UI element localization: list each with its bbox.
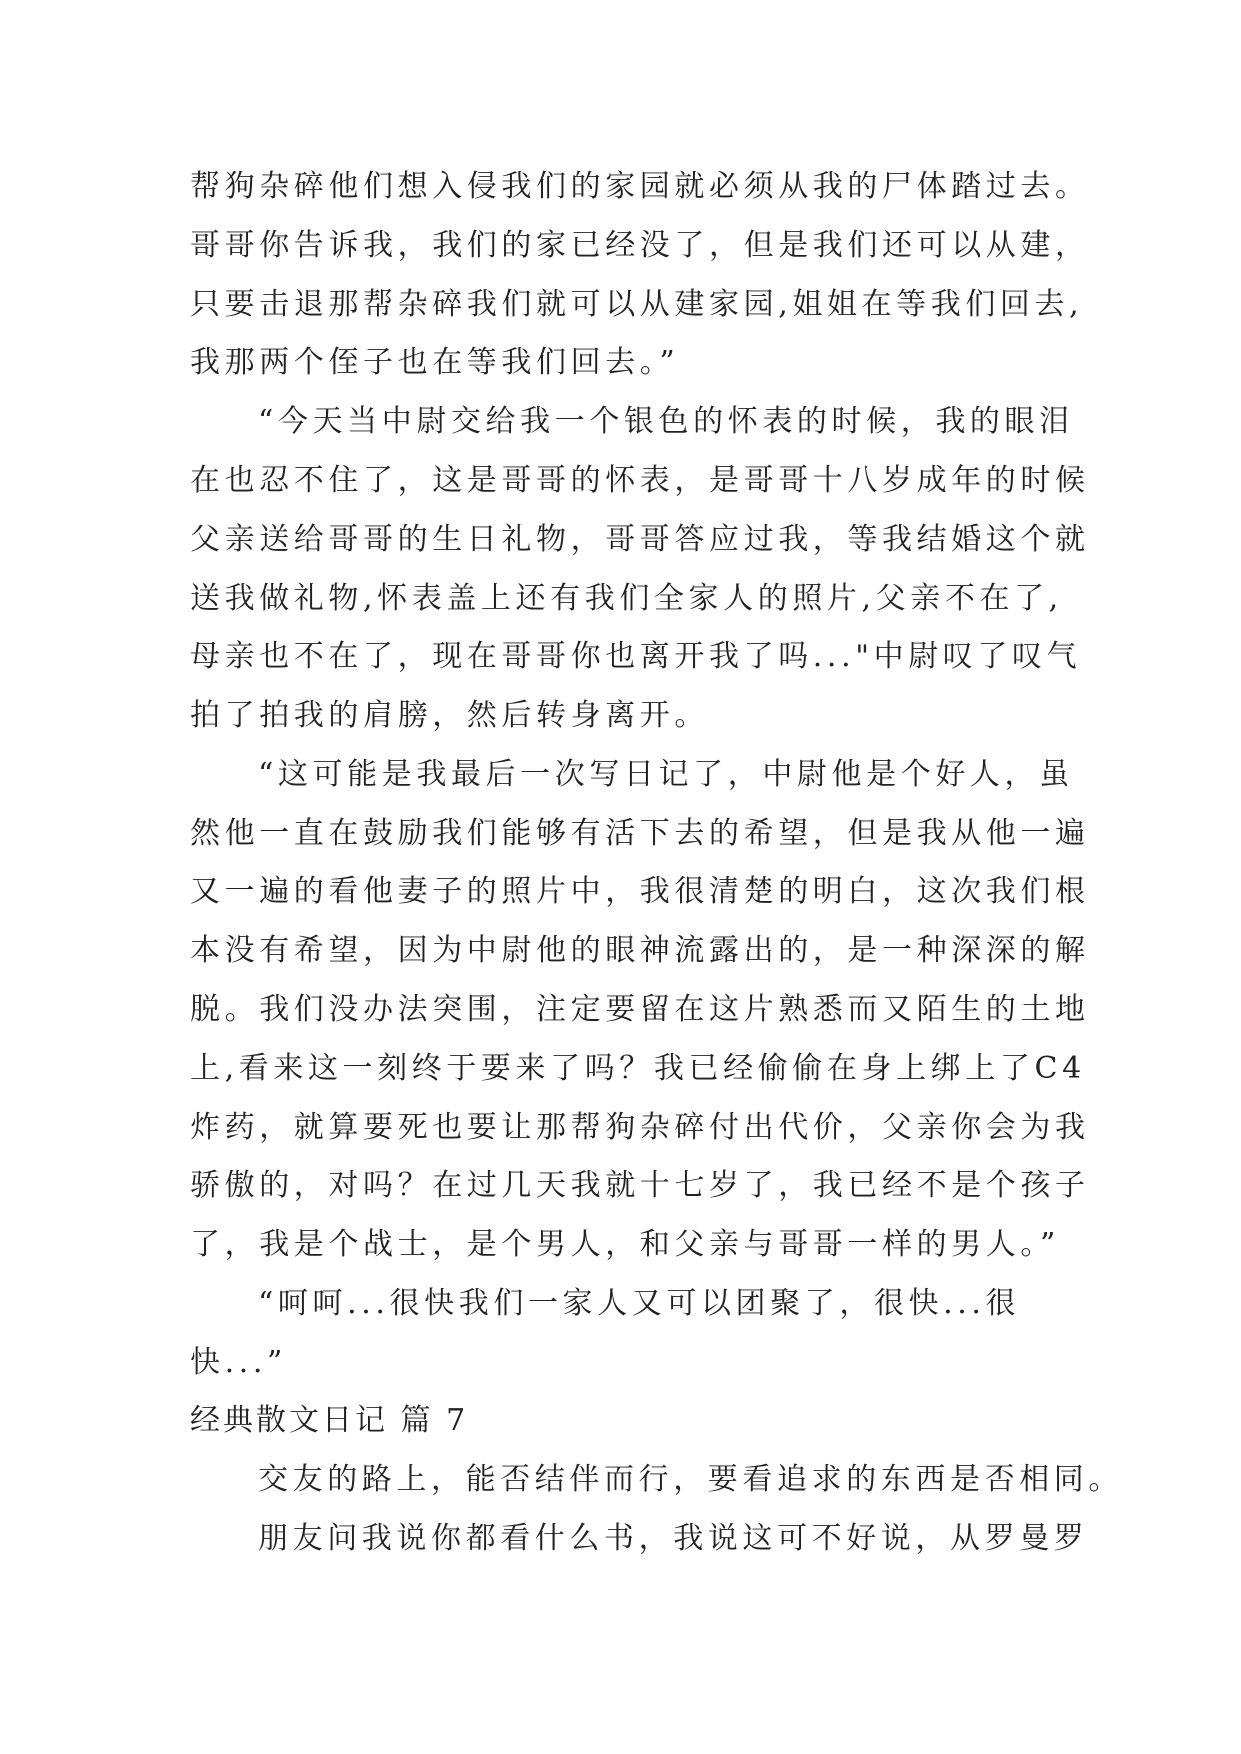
text-line: 又一遍的看他妻子的照片中，我很清楚的明白，这次我们根 — [190, 874, 1090, 909]
text-line: 本没有希望，因为中尉他的眼神流露出的，是一种深深的解 — [190, 933, 1090, 968]
text-line: 我那两个侄子也在等我们回去。” — [190, 345, 680, 380]
text-line: 在也忍不住了，这是哥哥的怀表，是哥哥十八岁成年的时候 — [190, 463, 1090, 498]
text-line: 父亲送给哥哥的生日礼物，哥哥答应过我，等我结婚这个就 — [190, 522, 1090, 557]
text-line: 拍了拍我的肩膀，然后转身离开。 — [190, 698, 709, 733]
text-line: 脱。我们没办法突围，注定要留在这片熟悉而又陌生的土地 — [190, 992, 1090, 1027]
text-line: 只要击退那帮杂碎我们就可以从建家园,姐姐在等我们回去, — [190, 287, 1084, 322]
text-line: 然他一直在鼓励我们能够有活下去的希望，但是我从他一遍 — [190, 816, 1090, 851]
text-line: 快...” — [190, 1345, 287, 1380]
text-line: 送我做礼物,怀表盖上还有我们全家人的照片,父亲不在了, — [190, 581, 1063, 616]
text-line: 骄傲的，对吗？在过几天我就十七岁了，我已经不是个孩子 — [190, 1168, 1090, 1203]
section-heading: 经典散文日记 篇 7 — [190, 1403, 469, 1438]
paragraph-first-line: 朋友问我说你都看什么书，我说这可不好说，从罗曼罗 — [258, 1521, 1089, 1556]
text-line: 上,看来这一刻终于要来了吗？我已经偷偷在身上绑上了C4 — [190, 1051, 1086, 1086]
text-line: 帮狗杂碎他们想入侵我们的家园就必须从我的尸体踏过去。 — [190, 169, 1090, 204]
paragraph-first-line: “今天当中尉交给我一个银色的怀表的时候，我的眼泪 — [258, 404, 1074, 439]
paragraph-first-line: “呵呵...很快我们一家人又可以团聚了，很快...很 — [258, 1286, 1021, 1321]
text-line: 了，我是个战士，是个男人，和父亲与哥哥一样的男人。” — [190, 1227, 1060, 1262]
text-line: 哥哥你告诉我，我们的家已经没了，但是我们还可以从建， — [190, 228, 1090, 263]
paragraph-first-line: 交友的路上，能否结伴而行，要看追求的东西是否相同。 — [258, 1462, 1123, 1497]
paragraph-first-line: “这可能是我最后一次写日记了，中尉他是个好人，虽 — [258, 757, 1074, 792]
text-line: 母亲也不在了，现在哥哥你也离开我了吗..."中尉叹了叹气 — [190, 639, 1082, 674]
text-line: 炸药，就算要死也要让那帮狗杂碎付出代价，父亲你会为我 — [190, 1110, 1090, 1145]
